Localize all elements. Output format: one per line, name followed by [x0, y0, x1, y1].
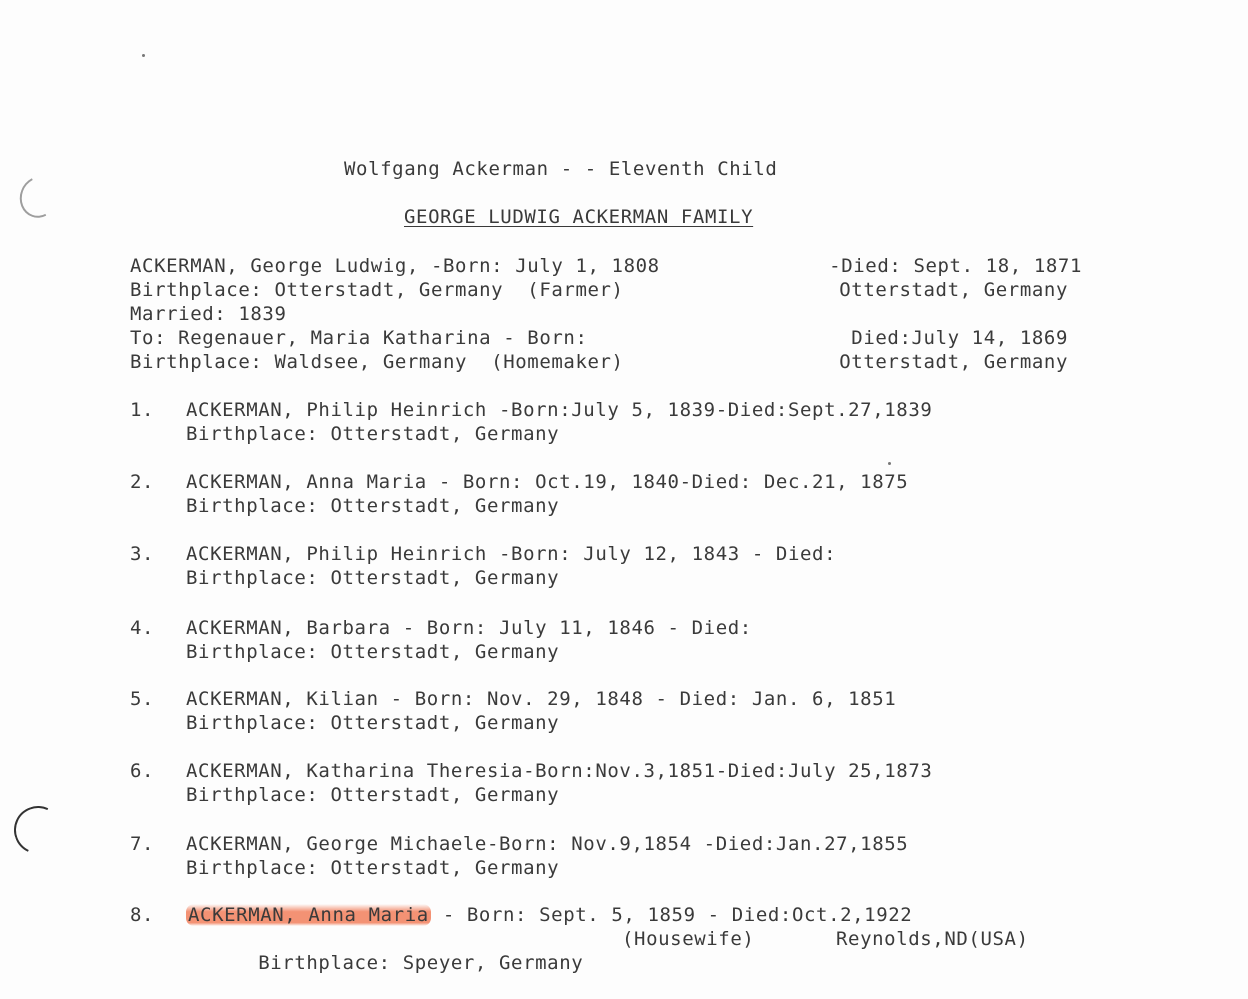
father-died: -Died: Sept. 18, 1871 — [829, 255, 1082, 277]
child-record: ACKERMAN, George Michaele-Born: Nov.9,1854 -Died:Jan.27,1855 — [186, 833, 909, 855]
child-birthplace: Birthplace: Otterstadt, Germany — [186, 712, 560, 734]
child-number: 5. — [130, 688, 155, 710]
child-record: ACKERMAN, Barbara - Born: July 11, 1846 - Died: — [186, 617, 752, 639]
child-record-rest: - Born: Sept. 5, 1859 - Died:Oct.2,1922 — [430, 904, 913, 926]
child-entry — [130, 470, 1082, 518]
child-number: 8. — [130, 904, 155, 926]
child-birthplace: Birthplace: Otterstadt, Germany — [186, 857, 560, 879]
child-record: ACKERMAN, Kilian - Born: Nov. 29, 1848 - Died: Jan. 6, 1851 — [186, 688, 897, 710]
child-number: 2. — [130, 471, 155, 493]
paper-speck — [888, 462, 891, 465]
mother-born: To: Regenauer, Maria Katharina - Born: — [130, 327, 588, 349]
child-entry — [130, 616, 1082, 664]
child-entry-highlighted — [130, 903, 1082, 974]
child-entry — [130, 759, 1082, 807]
child-record: ACKERMAN, Katharina Theresia-Born:Nov.3,1851-Died:July 25,1873 — [186, 760, 933, 782]
paper-speck — [142, 54, 145, 57]
father-birthplace: Birthplace: Otterstadt, Germany (Farmer) — [130, 279, 624, 301]
child-record: ACKERMAN, Philip Heinrich -Born: July 12, 1843 - Died: — [186, 543, 837, 565]
married-line — [130, 302, 1082, 326]
document-title: Wolfgang Ackerman - - Eleventh Child — [344, 158, 778, 180]
child-birthplace: Birthplace: Otterstadt, Germany — [186, 641, 560, 663]
child-entry — [130, 542, 1082, 590]
child-birthplace: Birthplace: Otterstadt, Germany — [186, 567, 560, 589]
child-birthplace-line — [186, 927, 1029, 999]
child-number: 1. — [130, 399, 155, 421]
child-birthplace: Birthplace: Otterstadt, Germany — [186, 495, 560, 517]
child-deathplace: Reynolds,ND(USA) — [836, 928, 1029, 950]
child-record: ACKERMAN, Philip Heinrich -Born:July 5, 1839-Died:Sept.27,1839 — [186, 399, 933, 421]
mother-deathplace: Otterstadt, Germany — [839, 351, 1068, 373]
highlighted-name: ACKERMAN, Anna Maria — [188, 904, 429, 926]
binder-hole-mark — [14, 171, 64, 223]
mother-birthplace-line — [130, 350, 1082, 374]
child-entry — [130, 398, 1082, 446]
mother-line — [130, 326, 1082, 350]
father-birthplace-line — [130, 278, 1082, 302]
child-number: 3. — [130, 543, 155, 565]
child-entry — [130, 832, 1082, 880]
child-entry — [130, 687, 1082, 735]
family-heading: GEORGE LUDWIG ACKERMAN FAMILY — [404, 206, 754, 228]
father-line — [130, 254, 1082, 278]
child-occupation: (Housewife) — [622, 928, 755, 950]
child-record: ACKERMAN, Anna Maria - Born: Oct.19, 1840-Died: Dec.21, 1875 — [186, 471, 909, 493]
father-deathplace: Otterstadt, Germany — [839, 279, 1068, 301]
child-record — [186, 903, 912, 927]
child-birthplace: Birthplace: Otterstadt, Germany — [186, 784, 560, 806]
child-number: 6. — [130, 760, 155, 782]
married-year: Married: 1839 — [130, 303, 287, 325]
child-birthplace: Birthplace: Otterstadt, Germany — [186, 423, 560, 445]
binder-hole-mark — [7, 799, 69, 861]
father-born: ACKERMAN, George Ludwig, -Born: July 1, 1808 — [130, 255, 660, 277]
child-birthplace: Birthplace: Speyer, Germany — [258, 952, 584, 974]
child-number: 4. — [130, 617, 155, 639]
mother-died: Died:July 14, 1869 — [851, 327, 1068, 349]
mother-birthplace: Birthplace: Waldsee, Germany (Homemaker) — [130, 351, 624, 373]
child-number: 7. — [130, 833, 155, 855]
